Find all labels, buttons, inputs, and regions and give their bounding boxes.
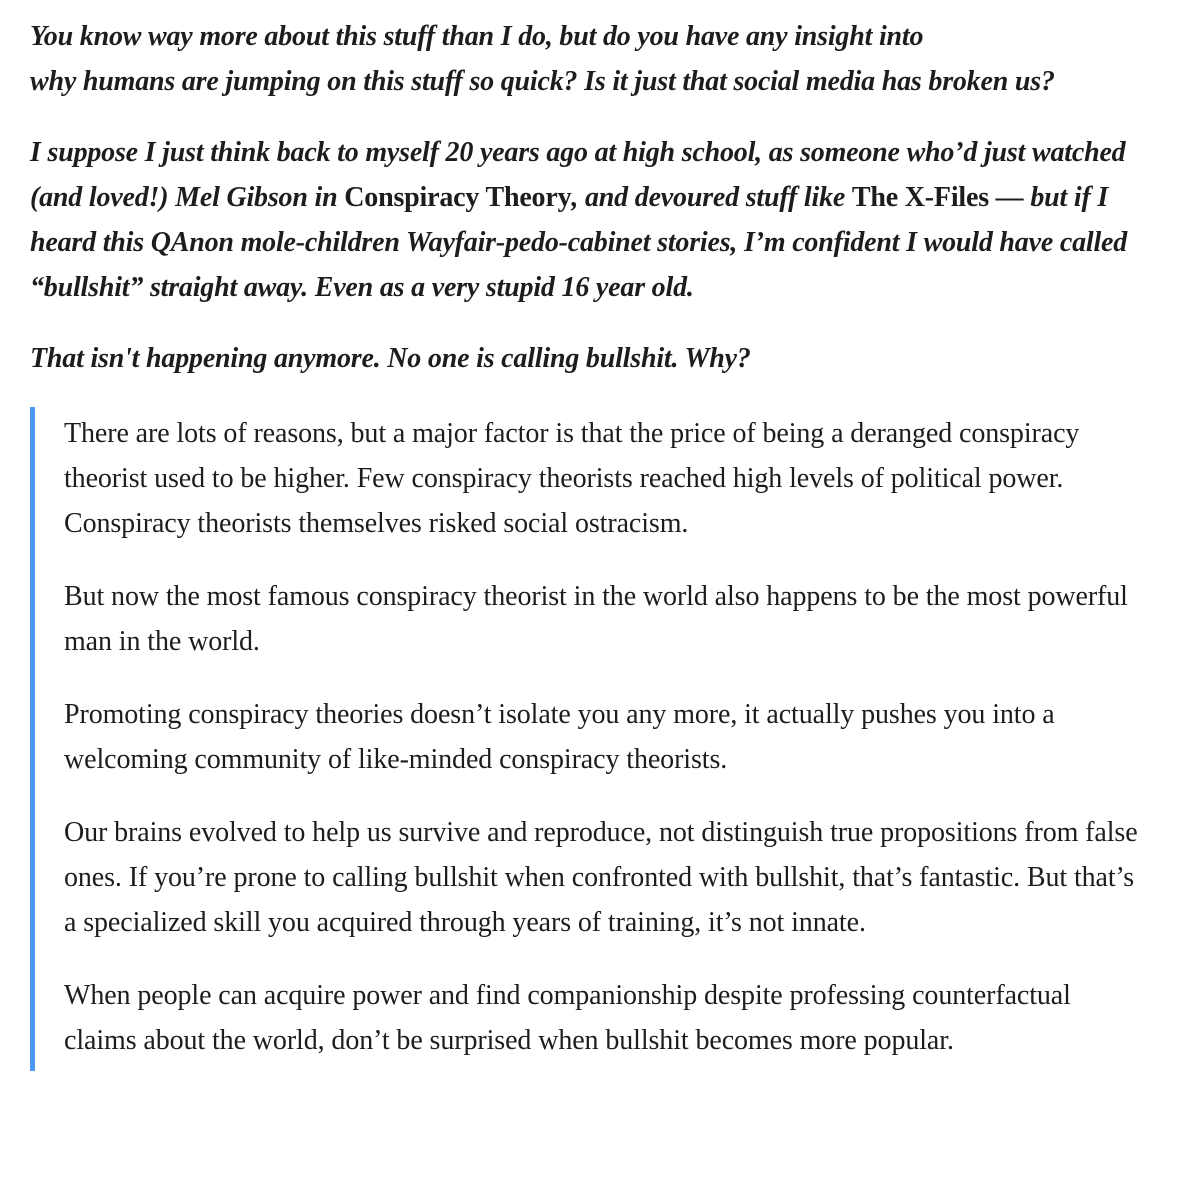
answer-paragraph-2: But now the most famous conspiracy theorist in the world also happens to be the most powerful man in the world. [64, 581, 1128, 657]
question-paragraph-2 [30, 130, 1180, 310]
answer-paragraph-1: There are lots of reasons, but a major factor is that the price of being a deranged conspiracy theorist used to be higher. Few conspiracy theorists reached high levels of political power. Conspiracy theorists themselves risked social ostracism. [64, 418, 1080, 539]
question-1-line-1: You know way more about this stuff than I do, but do you have any insight into [30, 21, 924, 52]
question-1-line-2: why humans are jumping on this stuff so quick? Is it just that social media has broken us? [30, 66, 1055, 97]
movie-title: Conspiracy Theory [344, 182, 572, 213]
question-paragraph-3 [30, 336, 1180, 381]
show-title: The X-Files [851, 182, 989, 213]
question-2-part-2: , and devoured stuff like [571, 182, 852, 213]
question-3-text: That isn't happening anymore. No one is calling bullshit. Why? [30, 343, 751, 374]
answer-paragraph-3: Promoting conspiracy theories doesn’t isolate you any more, it actually pushes you into a welcoming community of like-minded conspiracy theorists. [64, 699, 1055, 775]
question-2-part-1: I suppose I just think back to myself 20 years ago at high school, as someone who’d just watched (and loved!) Mel Gibson in [30, 137, 1126, 213]
article-body [30, 14, 1180, 1087]
answer-paragraph-5: When people can acquire power and find companionship despite professing counterfactual claims about the world, don’t be surprised when bullshit becomes more popular. [64, 980, 1071, 1056]
answer-paragraph-4: Our brains evolved to help us survive and reproduce, not distinguish true propositions from false ones. If you’re prone to calling bullshit when confronted with bullshit, that’s fantastic. But that’s a specialized skill you acquired through years of training, it’s not innate. [64, 817, 1138, 938]
question-paragraph-1 [30, 14, 1180, 104]
answer-blockquote [30, 407, 1144, 1071]
question-2-part-3: — but if I heard this QAnon mole-children Wayfair-pedo-cabinet stories, I’m confident I would have called “bullshit” straight away. Even as a very stupid 16 year old. [30, 182, 1128, 303]
